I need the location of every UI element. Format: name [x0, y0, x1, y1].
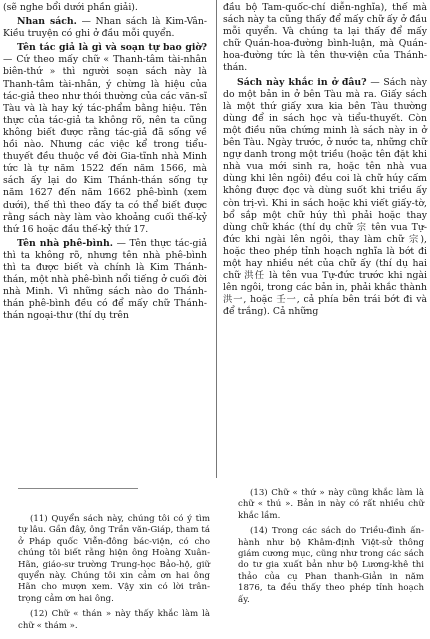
- section-head-critic: Tên nhà phê-bình.: [17, 237, 113, 249]
- footnote-14: (14) Trong các sách do Triều-đình ấn-hành như bộ Khâm-định Việt-sử thông giám cương mục, cũng như trong các sách do tư gia xuất bản như bộ Lương-khê thi thảo của cụ Phan thanh-Giản in năm 1876, ta đều thấy theo phép tỉnh hoạch ấy.: [238, 526, 424, 605]
- footnotes-right: [238, 488, 424, 610]
- section-body-author: — Cứ theo mấy chữ « Thanh-tâm tài-nhân biên-thứ » thì người soạn sách này là Thanh-tâm tài-nhân, ý chừng là hiệu của tác-giả theo như thói thường của các văn-sĩ Tàu và là hay ký tác-phẩm bằng hiệu. Tên thực của tác-giả ta không rõ, nên ta cũng không biết được rằng tác-giả đã sống về hồi nào. Nhưng các việc kể trong tiểu-thuyết đều thuộc về đời Gia-tĩnh nhà Minh tức là tự năm 1522 đến năm 1566, mà sách ấy lại do Kim Thánh-thán sống tự năm 1627 đến năm 1662 phê-bình (xem dưới), thế thì theo đấy ta có thể biết được rằng sách này làm vào khoảng cuối thế-kỷ thứ 16 hoặc đầu thế-kỷ thứ 17.: [3, 54, 207, 235]
- footnotes-left: [18, 514, 210, 636]
- left-paragraph-author-section: [3, 42, 207, 236]
- left-text-column: [3, 2, 207, 324]
- section-head-title: Nhan sách.: [17, 16, 77, 28]
- left-paragraph-critic-section: [3, 238, 207, 323]
- section-body-title: — Nhan sách là Kim-Vân-Kiều truyện có ghi ở đầu mỗi quyển.: [3, 16, 207, 40]
- footnote-13: (13) Chữ « thứ » này cũng khắc làm là chữ « thú ». Bản in này có rất nhiều chữ khắc lầm.: [238, 488, 424, 521]
- section-body-critic: — Tên thực tác-giả thì ta không rõ, nhưng tên nhà phê-bình thì ta được biết và chính là Kim Thánh-thán, một nhà phê-bình nổi tiếng ở cuối đời nhà Minh. Vì những sách nào do Thánh-thán phê-bình đều có để mấy chữ Thánh-thán ngoại-thư (thí dụ trên: [3, 237, 207, 322]
- left-paragraph-1: (sẽ nghe bổi dưới phần giải).: [3, 2, 138, 13]
- section-head-printing: Sách này khắc in ở đâu?: [237, 76, 367, 88]
- column-divider: [216, 0, 217, 478]
- right-paragraph-1: đầu bộ Tam-quốc-chí diễn-nghĩa), thế mà sách này ta cũng thấy để mấy chữ ấy ở đầu mỗi quyển. Và chúng ta lại thấy để mấy chữ Quán-hoa-đường bình-luận, mà Quán-hoa-đường tức là tên thư-viện của Thánh-thán.: [223, 2, 427, 74]
- left-paragraph-title-section: [3, 16, 207, 40]
- right-text-column: [223, 2, 427, 320]
- right-paragraph-printing-section: [223, 77, 427, 319]
- footnote-rule: [18, 488, 138, 489]
- footnote-11: (11) Quyển sách này, chúng tôi có ý tìm tự lâu. Gần đây, ông Trần văn-Giáp, tham tá ở Pháp quốc Viễn-đông bác-viện, có cho chúng tôi biết rằng hiện ông Hoàng Xuân-Hãn, giáo-sư trường Trung-học Bảo-hộ, giữ quyển này. Chúng tôi xin cảm ơn hai ông Hãn cho mượn xem. Vậy xin có lời trân-trọng cảm ơn hai ông.: [18, 514, 210, 604]
- section-head-author: Tên tác giả là gì và soạn tự bao giờ?: [17, 42, 207, 54]
- section-body-printing: — Sách này do một bản in ở bên Tàu mà ra. Giấy sách là một thứ giấy xưa kia bên Tàu thường dùng để in sách học và tiểu-thuyết. Còn một điều nữa chứng minh là sách này in ở bên Tàu. Ngày trước, ở nước ta, những chữ ngự danh trong một triều (hoặc tên đặt khi nhà vua mới sinh ra, hoặc tên nhà vua dùng khi lên ngôi) đều coi là chữ húy cấm không được đọc và dùng suốt khi triều ấy còn trị-vì. Khi in sách hoặc khi viết giấy-tờ, bổ sắp một chữ húy thì phải hoặc thay dùng chữ khác (thí dụ chữ 宗 tên vua Tự-đức khi ngài lên ngôi, thay làm chữ 宗), hoặc theo phép tỉnh hoạch nghĩa là bớt đi một hay nhiều nét của chữ ấy (thí dụ hai chữ 洪任 là tên vua Tự-đức trước khi ngài lên ngôi, trong các bản in, phải khắc thành 洪一, hoặc 壬一, cả phía bên trái bớt đi và để trắng). Cả những: [223, 76, 427, 318]
- footnote-12: (12) Chữ « thán » này thấy khắc làm là chữ « thám ».: [18, 609, 210, 631]
